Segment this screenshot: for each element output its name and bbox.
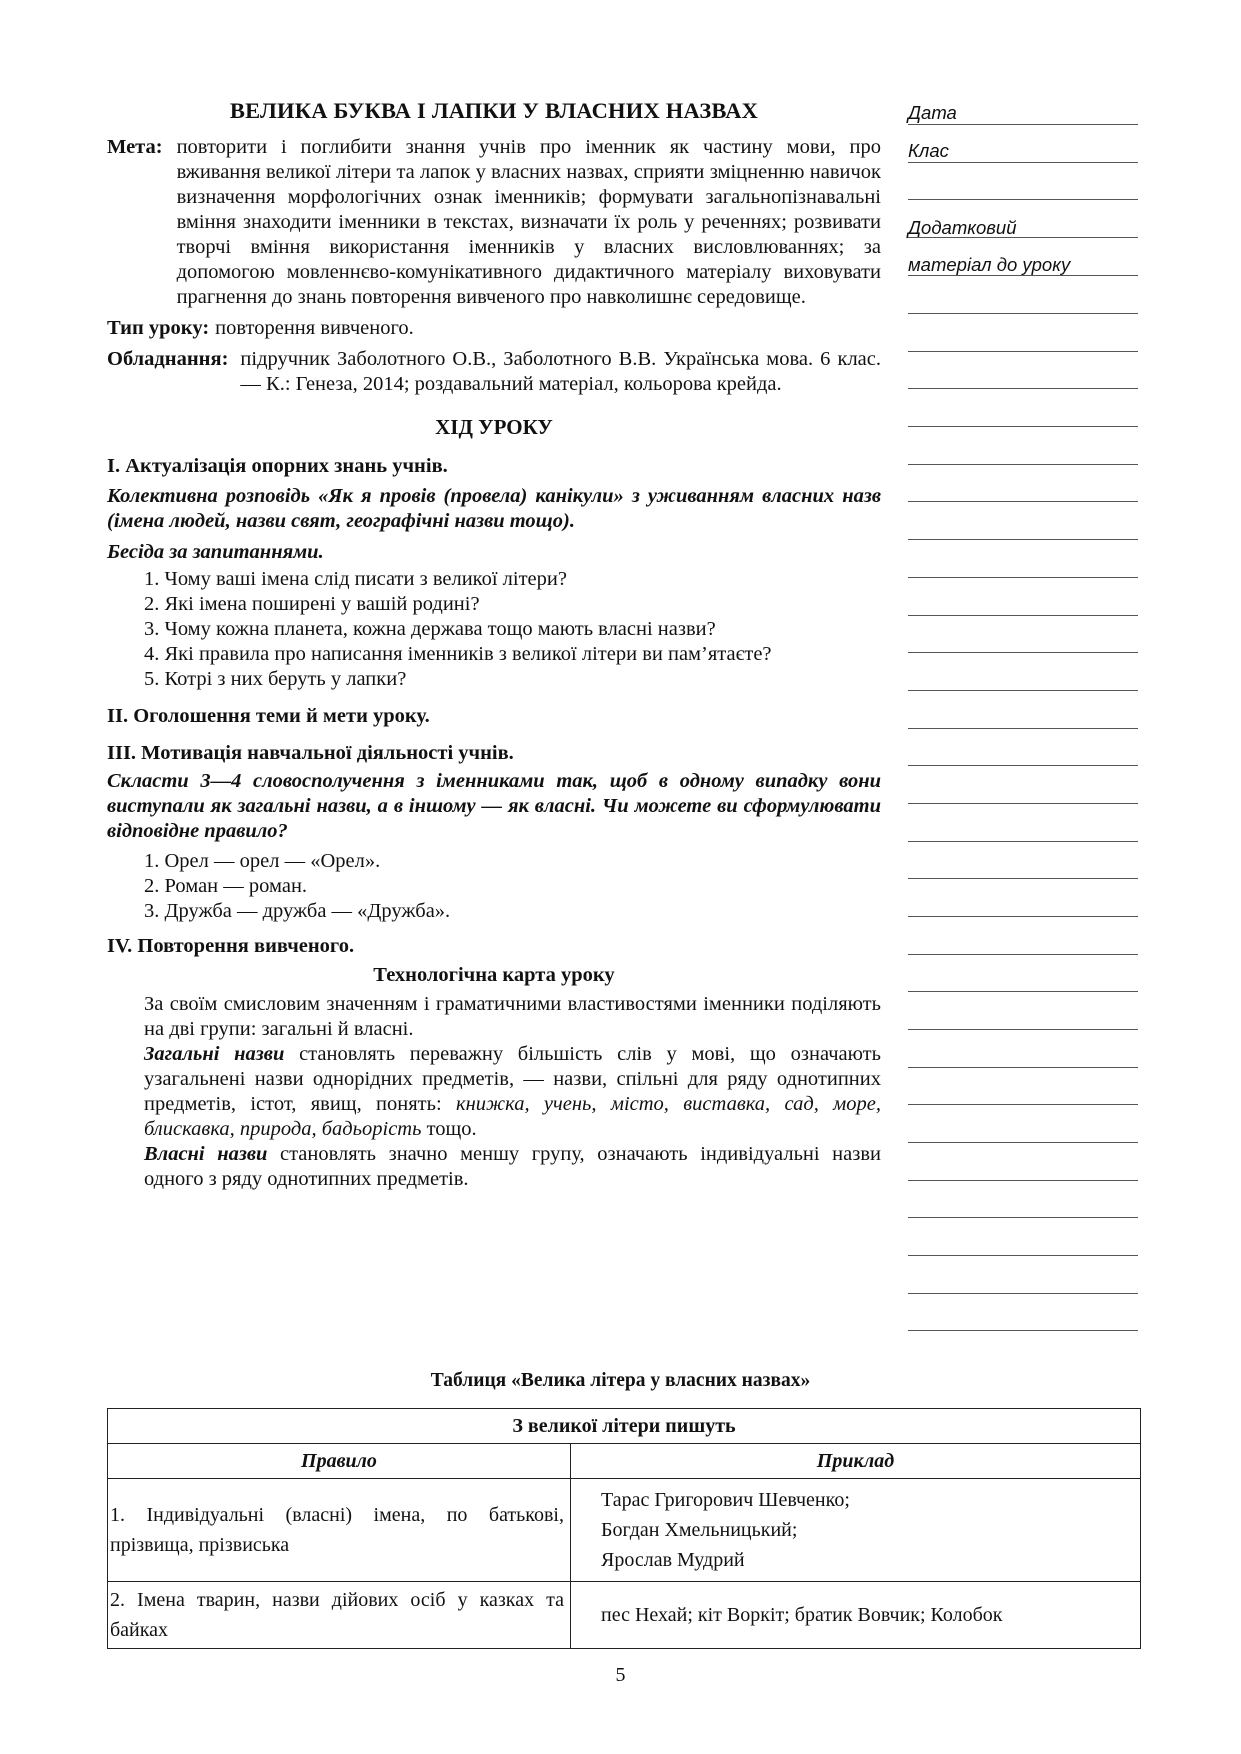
note-line [908,426,1138,427]
common-nouns-end: тощо. [421,1118,477,1140]
note-line [908,765,1138,766]
equipment-text: підручник Заболотного О.В., Заболотного В.В. Українська мова. 6 клас. — К.: Генеза, 2014; роздавальний матеріал, кольорова крейда. [240,348,881,395]
rule-cell: 1. Індивідуальні (власні) імена, по батькові, прізвища, прізвиська [108,1479,571,1582]
proper-nouns-text: становлять значно меншу групу, означають індивідуальні назви одного з ряду однотипних предметів. [144,1143,881,1190]
goal-label: Мета: [107,136,163,158]
example-line: Тарас Григорович Шевченко; [601,1489,850,1511]
note-line [908,464,1138,465]
note-line [908,1067,1138,1068]
list-item: 4. Які правила про написання іменників з великої літери ви пам’ятаєте? [144,643,772,665]
section4-heading: IV. Повторення вивченого. [107,935,355,957]
example-line: пес Нехай; кіт Воркіт; братик Вовчик; Колобок [601,1604,1003,1626]
note-line [908,237,1138,238]
type-label: Тип уроку: [107,317,210,339]
note-line [908,652,1138,653]
note-line [908,501,1138,502]
paragraph-proper-nouns [107,1142,881,1192]
common-nouns-text: становлять переважну більшість слів у мові, що означають узагальнені назви однорідних предметів, — назви, спільні для ряду однотипних предметів, істот, явищ, понять: [144,1043,881,1115]
list-item: 1. Орел — орел — «Орел». [144,850,381,872]
equipment-label: Обладнання: [107,348,229,370]
note-line [908,690,1138,691]
class-line [908,162,1138,163]
extra-material-label-1: Додатковий [908,217,1017,238]
list-item: 2. Які імена поширені у вашій родині? [144,593,480,615]
list-item: 5. Котрі з них беруть у лапки? [144,668,407,690]
note-line [908,1293,1138,1294]
example-list [107,849,881,924]
note-line [908,1104,1138,1105]
list-item: 3. Чому кожна планета, кожна держава тощо мають власні назви? [144,618,716,640]
term-common-nouns: Загальні назви [144,1043,285,1065]
note-line [908,1142,1138,1143]
class-label: Клас [908,140,949,161]
table-caption: Таблиця «Велика літера у власних назвах» [430,1370,811,1391]
note-line [908,539,1138,540]
note-line [908,577,1138,578]
list-item: 2. Роман — роман. [144,875,308,897]
section4-subheading: Технологічна карта уроку [373,964,615,986]
note-line [908,954,1138,955]
table-header: З великої літери пишуть [108,1409,1141,1444]
type-block [107,316,881,341]
note-line [908,728,1138,729]
rules-table [107,1408,1141,1649]
goal-block [107,135,881,310]
term-proper-nouns: Власні назви [144,1143,268,1165]
note-line [908,841,1138,842]
extra-material-label-2: матеріал до уроку [908,254,1071,275]
common-nouns-examples: книжка, учень, місто, виставка, сад, море, блискавка, природа, бадьорість [144,1093,881,1140]
note-line [908,275,1138,276]
note-line [908,878,1138,879]
note-line [908,1217,1138,1218]
example-cell [571,1582,1141,1649]
rule-cell: 2. Імена тварин, назви дійових осіб у казках та байках [108,1582,571,1649]
date-label: Дата [908,102,957,123]
list-item: 1. Чому ваші імена слід писати з великої літери? [144,568,567,590]
note-line [908,991,1138,992]
page-number: 5 [615,1664,626,1686]
paragraph-common-nouns [107,1042,881,1142]
page-title: ВЕЛИКА БУКВА І ЛАПКИ У ВЛАСНИХ НАЗВАХ [229,98,759,123]
note-line [908,803,1138,804]
lesson-heading: ХІД УРОКУ [435,415,553,439]
note-line [908,1255,1138,1256]
equipment-block [107,347,881,397]
note-line [908,1330,1138,1331]
main-column [107,98,881,1192]
section1-task: Колективна розповідь «Як я провів (провела) канікули» з уживанням власних назв (імена людей, назви свят, географічні назви тощо). [107,485,881,532]
example-line: Ярослав Мудрий [601,1549,745,1571]
section3-heading: ІІІ. Мотивація навчальної діяльності учнів. [107,742,514,764]
section1-heading: І. Актуалізація опорних знань учнів. [107,455,448,477]
note-line [908,388,1138,389]
note-line [908,199,1138,200]
note-line [908,351,1138,352]
type-text: повторення вивченого. [215,317,414,339]
example-cell [571,1479,1141,1582]
goal-text: повторити і поглибити знання учнів про іменник як частину мови, про вживання великої літери та лапок у власних назвах, сприяти зміцненню навичок визначення морфологічних ознак іменників; формувати загальнопізнавальні вміння знаходити іменники в текстах, визначати їх роль у реченнях; розвивати творчі вміння використання іменників у власних висловлюваннях; за допомогою мовленнєво-комунікативного дидактичного матеріалу виховувати прагнення до знань повторення вивченого про навколишнє середовище. [176,136,881,308]
column-header-example: Приклад [571,1444,1141,1479]
note-line [908,1180,1138,1181]
note-line [908,916,1138,917]
section2-heading: ІІ. Оголошення теми й мети уроку. [107,705,430,727]
note-line [908,313,1138,314]
table-row [108,1582,1141,1649]
column-header-rule: Правило [108,1444,571,1479]
list-item: 3. Дружба — дружба — «Дружба». [144,900,451,922]
example-line: Богдан Хмельницький; [601,1519,798,1541]
paragraph-groups: За своїм смисловим значенням і граматичними властивостями іменники поділяють на дві групи: загальні й власні. [144,993,881,1040]
question-list [107,567,881,692]
table-row [108,1479,1141,1582]
note-line [908,615,1138,616]
section3-task: Скласти 3—4 словосполучення з іменниками так, щоб в одному випадку вони виступали як загальні назви, а в іншому — як власні. Чи можете ви сформулювати відповідне правило? [107,770,881,842]
date-line [908,124,1138,125]
note-line [908,1029,1138,1030]
conversation-label: Бесіда за запитаннями. [107,541,324,563]
